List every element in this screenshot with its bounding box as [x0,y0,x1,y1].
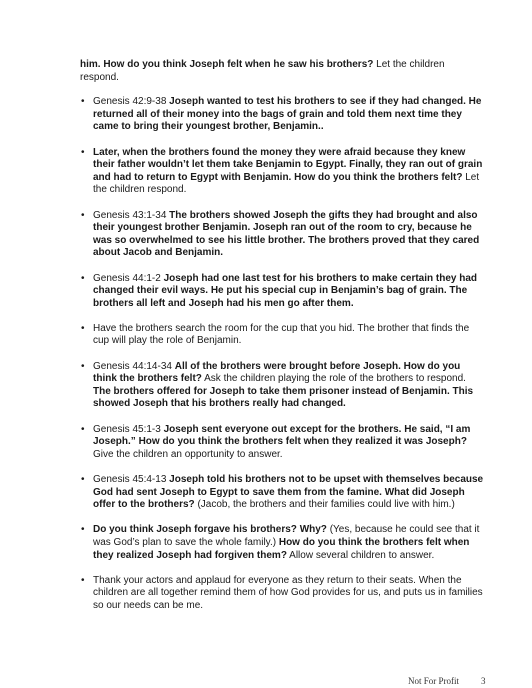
list-item [80,575,485,613]
item-text: Genesis 44:1-2 [93,272,164,284]
bullet-icon: • [81,360,85,372]
item-bold-text: All of the brothers were brought before Joseph. How do you think the brothers felt? [93,360,461,385]
intro-question: him. How do you think Joseph felt when he saw his brothers? [80,59,374,70]
item-text: Have the brothers search the room for the cup that you hid. The brother that finds the cup will play the role of Benjamin. [93,322,470,347]
bullet-icon: • [81,272,85,284]
list-item [80,96,485,134]
item-text: Genesis 44:14-34 [93,360,175,372]
bullet-icon: • [81,209,85,221]
page-footer [408,676,486,686]
item-bold-text: Joseph told his brothers not to be upset with themselves because God had sent Joseph to Egypt to save them from the famine. What did Joseph offer to the brothers? [93,474,484,511]
item-bold-text: Later, when the brothers found the money they were afraid because they knew their father wouldn’t let them take Benjamin to Egypt. Finally, they ran out of grain and had to return to Egypt with Benjamin. How do you think the brothers felt? [93,146,483,183]
lesson-content [80,59,485,625]
list-item [80,524,485,562]
list-item [80,147,485,197]
list-item [80,323,485,348]
intro-paragraph [80,59,485,84]
item-bold-text: The brothers offered for Joseph to take them prisoner instead of Benjamin. This showed Joseph that his brothers really had changed. [93,385,474,410]
item-text: Let the children respond. [93,171,480,196]
bullet-icon: • [81,146,85,158]
bullet-icon: • [81,524,85,536]
item-text: Genesis 43:1-34 [93,209,170,221]
list-item [80,361,485,411]
list-item [80,210,485,260]
bullet-icon: • [81,96,85,108]
item-bold-text: Joseph had one last test for his brothers to make certain they had changed their evil ways. He put his special cup in Benjamin’s bag of grain. The brothers all left and Joseph had his men go after them. [93,272,478,309]
bullet-icon: • [81,574,85,586]
bullet-icon: • [81,423,85,435]
item-bold-text: Joseph wanted to test his brothers to see if they had changed. He returned all of their money into the bags of grain and told them next time they came to bring their youngest brother, Benjamin.. [93,96,482,133]
page-number: 3 [481,676,486,686]
item-bold-text: Joseph sent everyone out except for the brothers. He said, “I am Joseph.” How do you think the brothers felt when they realized it was Joseph? [93,423,471,448]
footer-text: Not For Profit [408,676,460,686]
item-bold-text: How do you think the brothers felt when they realized Joseph had forgiven them? [93,536,470,561]
list-item [80,424,485,462]
item-text: Genesis 42:9-38 [93,96,170,108]
item-bold-text: Do you think Joseph forgave his brothers? Why? [93,524,327,536]
item-text: Ask the children playing the role of the brothers to respond. [201,373,466,385]
item-bold-text: The brothers showed Joseph the gifts they had brought and also their youngest brother Benjamin. Joseph ran out of the room to cry, because he was so overwhelmed to see his little brother. The brothers proved that they cared about Jacob and Benjamin. [93,209,480,259]
bullet-icon: • [81,474,85,485]
item-text: Thank your actors and applaud for everyone as they return to their seats. When the children are all together remind them of how God provides for us, and puts us in families so our needs can be me. [93,574,483,611]
item-text: Genesis 45:1-3 [93,423,164,435]
item-text: (Jacob, the brothers and their families could live with him.) [194,499,455,511]
item-text: Give the children an opportunity to answer. [93,448,283,460]
list-item [80,474,485,512]
item-text: Allow several children to answer. [286,549,435,561]
list-item [80,273,485,311]
lesson-steps-list [80,96,485,612]
intro-instruction: Let the children respond. [80,59,445,83]
bullet-icon: • [81,322,85,334]
item-text: Genesis 45:4-13 [93,474,170,485]
item-text: (Yes, because he could see that it was God’s plan to save the whole family.) [93,524,480,548]
